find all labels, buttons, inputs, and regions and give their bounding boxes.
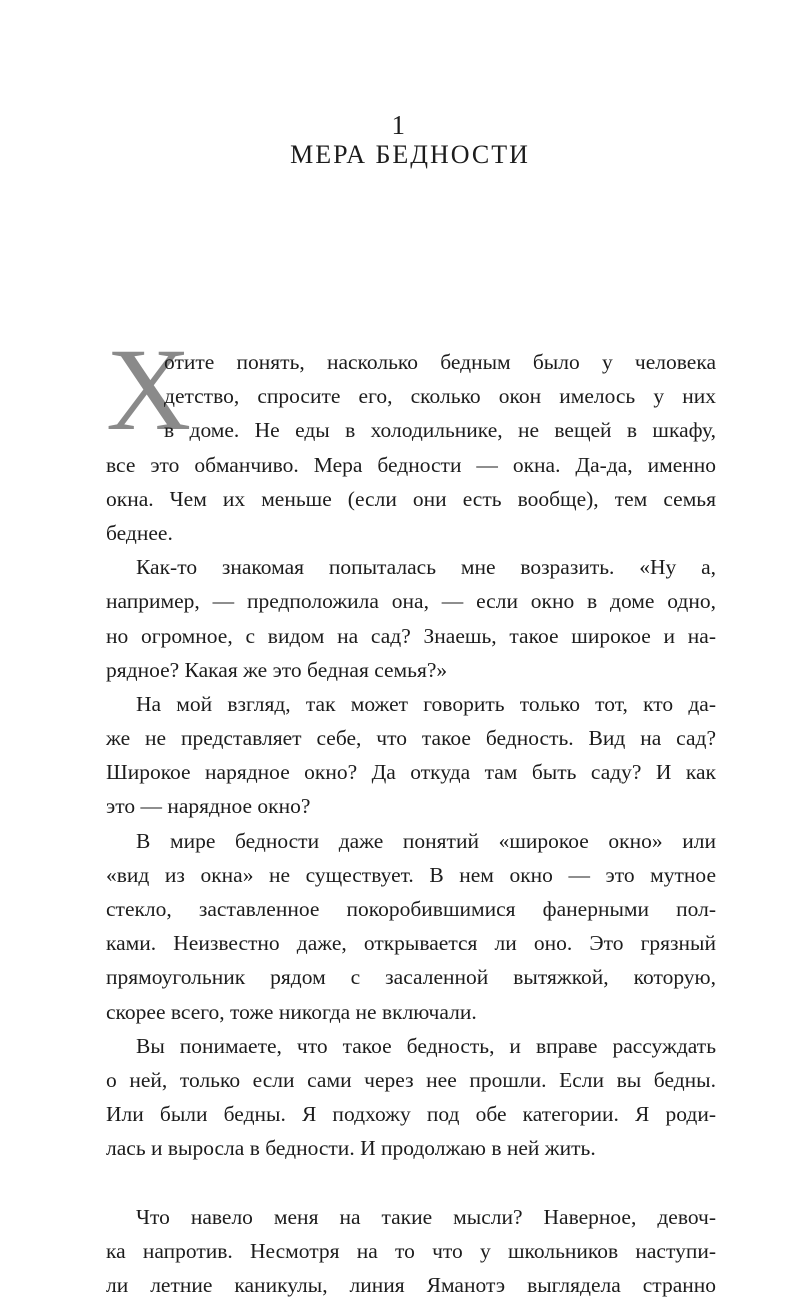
- text-line: в доме. Не еды в холодильнике, не вещей в шкафу,: [164, 418, 716, 443]
- text-line: детство, спросите его, сколько окон имелось у них: [164, 384, 716, 409]
- text-line: Что навело меня на такие мысли? Наверное, девоч-: [136, 1204, 716, 1229]
- text-line: стекло, заставленное покоробившимися фанерными пол-: [106, 897, 716, 921]
- chapter-title: МЕРА БЕДНОСТИ: [290, 140, 530, 169]
- text-line: Широкое нарядное окно? Да откуда там быть саду? И как: [106, 760, 716, 785]
- text-line: прямоугольник рядом с засаленной вытяжкой, которую,: [106, 965, 716, 990]
- text-line: рядное? Какая же это бедная семья?»: [106, 657, 448, 682]
- text-line: но огромное, с видом на сад? Знаешь, такое широкое и на-: [106, 623, 716, 648]
- text-line: ками. Неизвестно даже, открывается ли оно. Это грязный: [106, 931, 716, 956]
- text-line: Как-то знакомая попыталась мне возразить. «Ну а,: [136, 555, 716, 580]
- chapter-body: [106, 345, 716, 1302]
- text-line: Вы понимаете, что такое бедность, и вправе рассуждать: [136, 1033, 716, 1058]
- text-line: например, — предположила она, — если окно в доме одно,: [106, 589, 716, 614]
- text-line: Или были бедны. Я подхожу под обе категории. Я роди-: [106, 1102, 716, 1127]
- text-line: ка напротив. Несмотря на то что у школьников наступи-: [106, 1238, 716, 1263]
- text-line: это — нарядное окно?: [106, 794, 311, 819]
- text-line: ли летние каникулы, линия Яманотэ выглядела странно: [106, 1273, 716, 1298]
- text-line: беднее.: [106, 520, 173, 545]
- chapter-number: 1: [391, 110, 406, 140]
- text-line: отите понять, насколько бедным было у человека: [164, 350, 716, 374]
- text-line: В мире бедности даже понятий «широкое окно» или: [136, 828, 716, 853]
- text-line: скорее всего, тоже никогда не включали.: [106, 999, 477, 1024]
- text-line: же не представляет себе, что такое бедность. Вид на сад?: [106, 726, 716, 751]
- section-break: [106, 1166, 716, 1200]
- text-line: На мой взгляд, так может говорить только тот, кто да-: [136, 691, 716, 716]
- text-line: лась и выросла в бедности. И продолжаю в ней жить.: [106, 1136, 596, 1161]
- text-line: окна. Чем их меньше (если они есть вообще), тем семья: [106, 486, 716, 511]
- text-line: о ней, только если сами через нее прошли. Если вы бедны.: [106, 1067, 716, 1092]
- drop-cap: Х: [106, 324, 192, 455]
- text-line: «вид из окна» не существует. В нем окно — это мутное: [106, 862, 716, 887]
- text-line: все это обманчиво. Мера бедности — окна. Да-да, именно: [106, 452, 716, 477]
